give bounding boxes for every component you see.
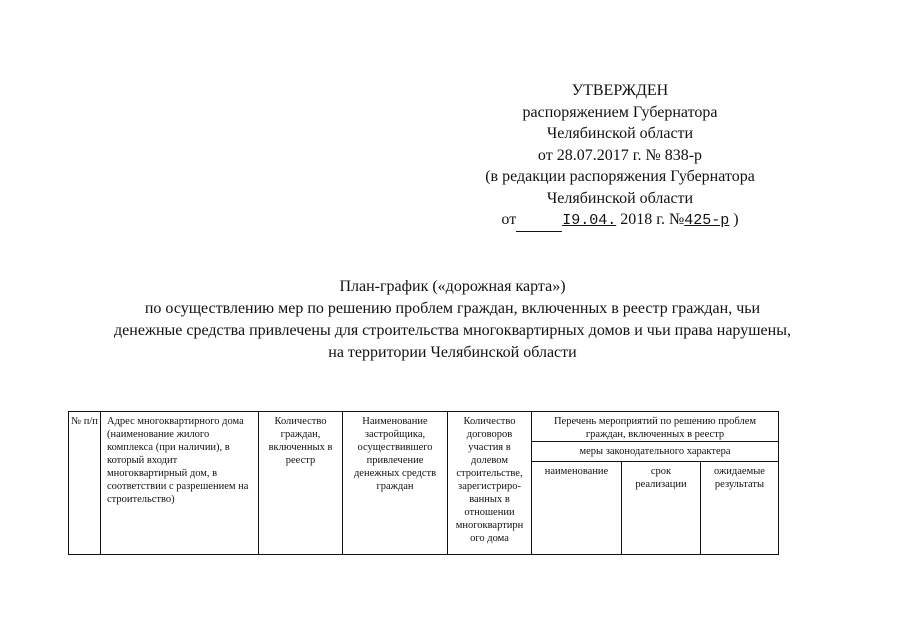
edition-date-value: I9.04.	[562, 212, 617, 229]
title-line-4: на территории Челябинской области	[328, 344, 577, 361]
header-developer: Наименование застройщика, осуществившего привлечение денежных средств граждан	[343, 412, 448, 555]
document-title	[40, 276, 865, 364]
header-contracts: Количество договоров участия в долевом строительстве, зарегистриро-ванных в отношении многоквартирн ого дома	[448, 412, 532, 555]
blank-underline	[516, 209, 562, 232]
approval-heading: УТВЕРЖДЕН	[571, 82, 669, 99]
edition-year: 2018 г. №	[620, 211, 685, 228]
header-measure-results: ожидаемые результаты	[701, 462, 779, 555]
title-line-1: План-график («дорожная карта»)	[339, 278, 566, 295]
approval-edition-line: (в редакции распоряжения Губернатора	[485, 168, 755, 185]
approval-order-line: распоряжением Губернатора	[522, 103, 718, 121]
header-num: № п/п	[69, 412, 101, 555]
close-paren: )	[733, 211, 739, 228]
date-prefix: от	[501, 211, 517, 228]
title-line-2: по осуществлению мер по решению проблем граждан, включенных в реестр граждан, чьи	[144, 300, 761, 317]
approval-region-line: Челябинской области	[546, 125, 694, 142]
roadmap-table	[68, 411, 779, 555]
header-legislative: меры законодательного характера	[532, 442, 779, 462]
approval-edition-region-line: Челябинской области	[546, 189, 694, 207]
edition-number-value: 425-р	[684, 212, 730, 229]
header-row-1	[69, 412, 779, 442]
approval-edition-date-line	[470, 209, 770, 232]
header-address: Адрес многоквартирного дома (наименование жилого комплекса (при наличии), в который входит многоквартирный дом, в соответствии с разрешением на строительство)	[101, 412, 259, 555]
approval-block	[470, 80, 770, 232]
approval-date-line: от 28.07.2017 г. № 838-р	[537, 146, 703, 164]
header-citizens: Количество граждан, включенных в реестр	[259, 412, 343, 555]
header-measure-name: наименование	[532, 462, 622, 555]
header-measure-term: срок реализации	[622, 462, 701, 555]
header-measures-group: Перечень мероприятий по решению проблем граждан, включенных в реестр	[532, 412, 779, 442]
title-line-3: денежные средства привлечены для строительства многоквартирных домов и чьи права нарушены,	[114, 322, 791, 339]
